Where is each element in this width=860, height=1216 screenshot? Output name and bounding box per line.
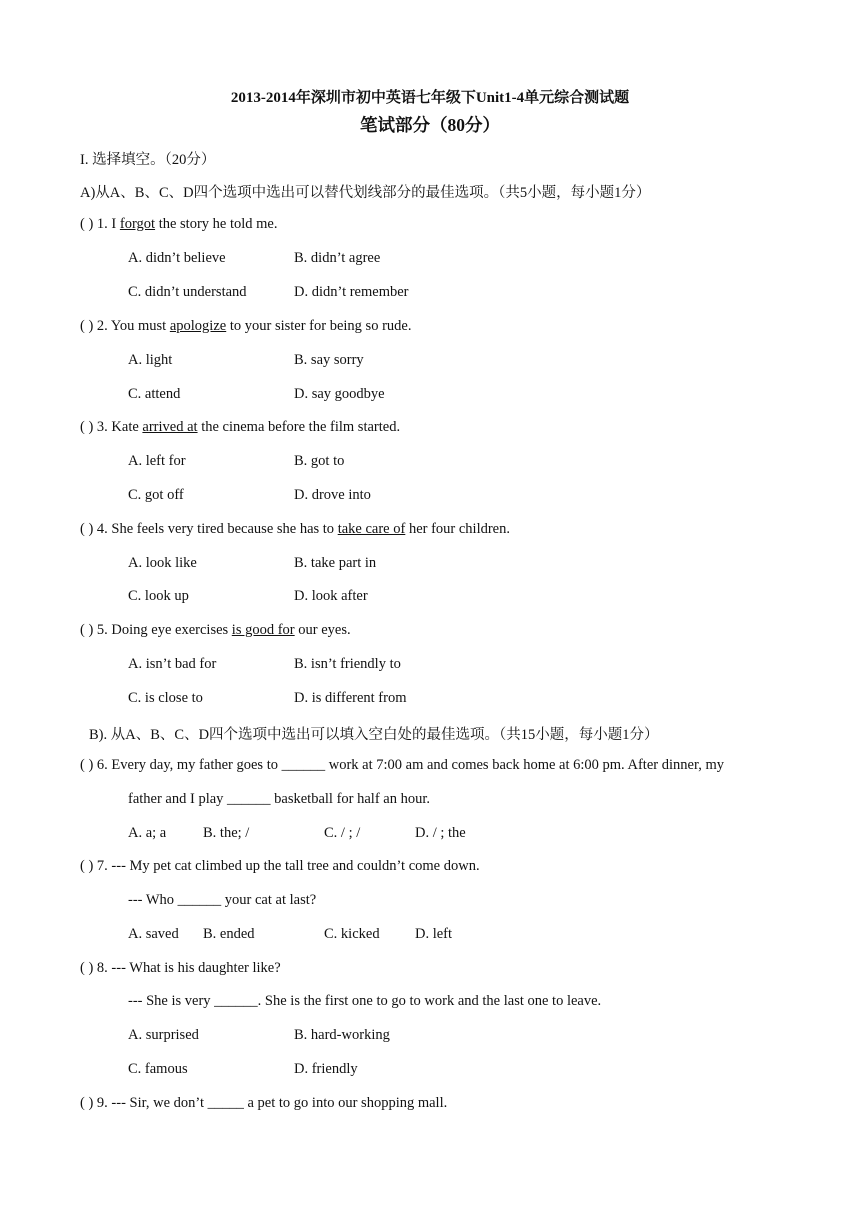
q5-option-d: D. is different from (294, 690, 407, 706)
part-a-instruction: A)从A、B、C、D四个选项中选出可以替代划线部分的最佳选项。（共5小题，每小题1分） (80, 185, 651, 201)
q4-option-d: D. look after (294, 588, 368, 604)
question-6-line-1: ( ) 6. Every day, my father goes to ______ work at 7:00 am and comes back home at 6:00 pm. After dinner, my (80, 757, 724, 773)
q1-option-a: A. didn’t believe (128, 250, 226, 266)
q8-option-b: B. hard-working (294, 1027, 390, 1043)
q7-option-b: B. ended (203, 926, 255, 942)
question-5 (80, 622, 351, 639)
q3-option-a: A. left for (128, 453, 186, 469)
q6-option-c: C. / ; / (324, 825, 361, 841)
q5-option-b: B. isn’t friendly to (294, 656, 401, 672)
question-4-suffix: her four children. (405, 521, 510, 537)
q5-option-a: A. isn’t bad for (128, 656, 217, 672)
question-8-line-1: ( ) 8. --- What is his daughter like? (80, 960, 281, 976)
question-4-prefix: ( ) 4. She feels very tired because she has to (80, 521, 338, 537)
question-2-prefix: ( ) 2. You must (80, 318, 170, 334)
question-7-line-2: --- Who ______ your cat at last? (128, 892, 317, 908)
question-1-underlined: forgot (119, 216, 156, 232)
question-5-suffix: our eyes. (294, 622, 351, 638)
q2-option-a: A. light (128, 352, 173, 368)
q3-option-c: C. got off (128, 487, 184, 503)
q6-option-b: B. the; / (203, 825, 250, 841)
question-4 (80, 521, 510, 538)
question-5-underlined: is good for (231, 622, 295, 638)
q3-option-d: D. drove into (294, 487, 371, 503)
question-6-line-2: father and I play ______ basketball for half an hour. (128, 791, 430, 807)
q1-option-c: C. didn’t understand (128, 284, 247, 300)
q8-option-c: C. famous (128, 1061, 188, 1077)
q6-option-d: D. / ; the (415, 825, 466, 841)
q8-option-a: A. surprised (128, 1027, 199, 1043)
question-4-underlined: take care of (337, 521, 406, 537)
question-3 (80, 419, 400, 436)
exam-title: 2013-2014年深圳市初中英语七年级下Unit1-4单元综合测试题 (230, 90, 630, 106)
q1-option-b: B. didn’t agree (294, 250, 381, 266)
question-2-suffix: to your sister for being so rude. (226, 318, 412, 334)
section-heading: I. 选择填空。（20分） (80, 152, 216, 168)
question-2-underlined: apologize (169, 318, 227, 334)
question-7-line-1: ( ) 7. --- My pet cat climbed up the tall tree and couldn’t come down. (80, 858, 480, 874)
q3-option-b: B. got to (294, 453, 345, 469)
question-5-prefix: ( ) 5. Doing eye exercises (80, 622, 232, 638)
q2-option-c: C. attend (128, 386, 181, 402)
q4-option-b: B. take part in (294, 555, 377, 571)
question-8-line-2: --- She is very ______. She is the first one to go to work and the last one to leave. (128, 993, 602, 1009)
question-1-prefix: ( ) 1. I (80, 216, 120, 232)
question-9-line-1: ( ) 9. --- Sir, we don’t _____ a pet to go into our shopping mall. (80, 1095, 448, 1111)
q2-option-d: D. say goodbye (294, 386, 385, 402)
q5-option-c: C. is close to (128, 690, 203, 706)
q7-option-d: D. left (415, 926, 453, 942)
q7-option-c: C. kicked (324, 926, 380, 942)
question-1-suffix: the story he told me. (155, 216, 278, 232)
question-3-suffix: the cinema before the film started. (197, 419, 401, 435)
part-b-instruction: B). 从A、B、C、D四个选项中选出可以填入空白处的最佳选项。（共15小题，每小题1分） (89, 727, 659, 743)
question-3-prefix: ( ) 3. Kate (80, 419, 143, 435)
q2-option-b: B. say sorry (294, 352, 364, 368)
q4-option-c: C. look up (128, 588, 189, 604)
q4-option-a: A. look like (128, 555, 197, 571)
q7-option-a: A. saved (128, 926, 179, 942)
question-3-underlined: arrived at (142, 419, 198, 435)
q1-option-d: D. didn’t remember (294, 284, 409, 300)
exam-subtitle: 笔试部分（80分） (360, 115, 500, 135)
question-2 (80, 318, 411, 335)
q8-option-d: D. friendly (294, 1061, 358, 1077)
q6-option-a: A. a; a (128, 825, 167, 841)
question-1 (80, 216, 277, 233)
